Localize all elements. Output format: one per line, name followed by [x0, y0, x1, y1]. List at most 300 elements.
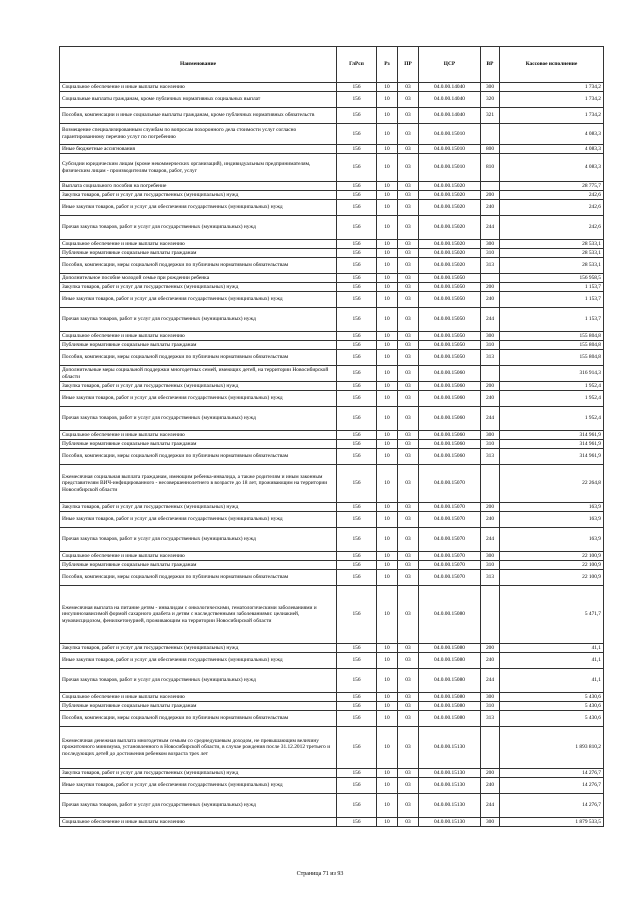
cell-csr: 04.0.00.15020	[419, 216, 481, 240]
cell-pr: 03	[398, 350, 419, 366]
cell-name: Возмещение специализированным службам по вопросам похоронного дела стоимости услуг согласно гарантированному перечню услуг по погребению	[60, 124, 337, 145]
cell-vr: 313	[481, 449, 500, 465]
table-row	[60, 124, 604, 145]
cell-pr: 03	[398, 669, 419, 693]
cell-vr: 313	[481, 350, 500, 366]
cell-pr: 03	[398, 586, 419, 644]
cell-glrsp: 156	[337, 653, 377, 669]
cell-rz: 10	[377, 154, 398, 182]
table-row	[60, 83, 604, 92]
cell-csr: 04.0.00.15070	[419, 528, 481, 552]
cell-amount: 314 961,9	[500, 431, 604, 440]
table-row	[60, 154, 604, 182]
header-amount: Кассовое исполнение	[500, 47, 604, 83]
cell-csr: 04.0.00.15010	[419, 145, 481, 154]
cell-amount: 156 958,5	[500, 274, 604, 283]
cell-amount: 1 893 810,2	[500, 727, 604, 769]
cell-amount: 14 276,7	[500, 794, 604, 818]
cell-rz: 10	[377, 449, 398, 465]
cell-name: Прочая закупка товаров, работ и услуг для государственных (муниципальных) нужд	[60, 794, 337, 818]
cell-name: Пособия, компенсации, меры социальной поддержки по публичным нормативным обязательствам	[60, 711, 337, 727]
cell-vr: 240	[481, 778, 500, 794]
cell-name: Пособия, компенсации, меры социальной поддержки по публичным нормативным обязательствам	[60, 449, 337, 465]
cell-glrsp: 156	[337, 191, 377, 200]
cell-amount: 163,9	[500, 512, 604, 528]
cell-vr: 244	[481, 216, 500, 240]
cell-pr: 03	[398, 653, 419, 669]
cell-rz: 10	[377, 83, 398, 92]
cell-pr: 03	[398, 391, 419, 407]
cell-name: Публичные нормативные социальные выплаты гражданам	[60, 702, 337, 711]
cell-pr: 03	[398, 693, 419, 702]
cell-rz: 10	[377, 769, 398, 778]
cell-name: Закупка товаров, работ и услуг для государственных (муниципальных) нужд	[60, 644, 337, 653]
cell-amount: 5 471,7	[500, 586, 604, 644]
cell-vr: 244	[481, 669, 500, 693]
cell-vr: 200	[481, 283, 500, 292]
cell-amount: 28 775,7	[500, 182, 604, 191]
cell-amount: 14 276,7	[500, 769, 604, 778]
cell-pr: 03	[398, 83, 419, 92]
cell-glrsp: 156	[337, 794, 377, 818]
cell-vr: 310	[481, 702, 500, 711]
table-row	[60, 308, 604, 332]
cell-name: Ежемесячная выплата на питание детям - инвалидам с онкологическими, гематологическими заболеваниями и инсулинозависимой формой сахарного диабета и детям с наследственными заболеваниями: целиакией, муковисцидозом, фенилкетонурией, проживающим на территории Новосибирской области	[60, 586, 337, 644]
cell-csr: 04.0.00.15020	[419, 240, 481, 249]
cell-glrsp: 156	[337, 552, 377, 561]
cell-glrsp: 156	[337, 778, 377, 794]
cell-amount: 163,9	[500, 528, 604, 552]
table-row	[60, 561, 604, 570]
table-row	[60, 108, 604, 124]
cell-glrsp: 156	[337, 182, 377, 191]
cell-pr: 03	[398, 258, 419, 274]
cell-rz: 10	[377, 552, 398, 561]
cell-name: Иные закупки товаров, работ и услуг для обеспечения государственных (муниципальных) нужд	[60, 778, 337, 794]
page-number: Страница 71 из 93	[296, 871, 344, 877]
cell-amount: 22 100,9	[500, 570, 604, 586]
table-row	[60, 292, 604, 308]
cell-name: Пособия, компенсации, меры социальной поддержки по публичным нормативным обязательствам	[60, 570, 337, 586]
cell-amount: 316 914,3	[500, 366, 604, 382]
table-row	[60, 341, 604, 350]
cell-amount: 1 952,4	[500, 407, 604, 431]
cell-vr: 313	[481, 711, 500, 727]
cell-rz: 10	[377, 124, 398, 145]
cell-vr: 300	[481, 552, 500, 561]
cell-name: Дополнительное пособие молодой семье при рождении ребенка	[60, 274, 337, 283]
cell-csr: 04.0.00.15050	[419, 332, 481, 341]
cell-rz: 10	[377, 145, 398, 154]
cell-name: Социальное обеспечение и иные выплаты населению	[60, 332, 337, 341]
table-row	[60, 145, 604, 154]
budget-execution-table	[59, 46, 604, 827]
cell-csr: 04.0.00.15050	[419, 274, 481, 283]
cell-vr: 321	[481, 108, 500, 124]
cell-name: Закупка товаров, работ и услуг для государственных (муниципальных) нужд	[60, 503, 337, 512]
cell-name: Прочая закупка товаров, работ и услуг для государственных (муниципальных) нужд	[60, 528, 337, 552]
cell-amount: 41,1	[500, 653, 604, 669]
cell-rz: 10	[377, 431, 398, 440]
table-row	[60, 274, 604, 283]
cell-rz: 10	[377, 191, 398, 200]
cell-vr: 200	[481, 644, 500, 653]
cell-amount: 1 734,2	[500, 108, 604, 124]
cell-amount: 242,6	[500, 216, 604, 240]
cell-pr: 03	[398, 552, 419, 561]
cell-name: Социальное обеспечение и иные выплаты населению	[60, 240, 337, 249]
cell-pr: 03	[398, 382, 419, 391]
cell-csr: 04.0.00.15060	[419, 440, 481, 449]
cell-rz: 10	[377, 465, 398, 503]
table-row	[60, 283, 604, 292]
cell-rz: 10	[377, 778, 398, 794]
table-row	[60, 818, 604, 827]
cell-glrsp: 156	[337, 258, 377, 274]
cell-vr: 244	[481, 528, 500, 552]
cell-vr	[481, 465, 500, 503]
cell-pr: 03	[398, 366, 419, 382]
cell-vr: 310	[481, 561, 500, 570]
cell-vr: 240	[481, 391, 500, 407]
cell-rz: 10	[377, 308, 398, 332]
cell-vr: 200	[481, 769, 500, 778]
table-row	[60, 669, 604, 693]
cell-csr: 04.0.00.15080	[419, 702, 481, 711]
cell-csr: 04.0.00.15050	[419, 308, 481, 332]
cell-glrsp: 156	[337, 769, 377, 778]
cell-name: Прочая закупка товаров, работ и услуг для государственных (муниципальных) нужд	[60, 216, 337, 240]
table-row	[60, 249, 604, 258]
cell-glrsp: 156	[337, 154, 377, 182]
cell-name: Прочая закупка товаров, работ и услуг для государственных (муниципальных) нужд	[60, 308, 337, 332]
cell-glrsp: 156	[337, 503, 377, 512]
cell-csr: 04.0.00.15020	[419, 200, 481, 216]
cell-glrsp: 156	[337, 274, 377, 283]
cell-amount: 4 083,3	[500, 145, 604, 154]
cell-name: Иные бюджетные ассигнования	[60, 145, 337, 154]
cell-rz: 10	[377, 440, 398, 449]
cell-vr	[481, 727, 500, 769]
cell-glrsp: 156	[337, 83, 377, 92]
cell-vr: 300	[481, 332, 500, 341]
cell-name: Социальное обеспечение и иные выплаты населению	[60, 83, 337, 92]
cell-glrsp: 156	[337, 382, 377, 391]
cell-pr: 03	[398, 182, 419, 191]
cell-pr: 03	[398, 154, 419, 182]
cell-pr: 03	[398, 440, 419, 449]
cell-csr: 04.0.00.15060	[419, 449, 481, 465]
cell-amount: 22 264,8	[500, 465, 604, 503]
cell-vr	[481, 182, 500, 191]
cell-rz: 10	[377, 108, 398, 124]
cell-name: Закупка товаров, работ и услуг для государственных (муниципальных) нужд	[60, 191, 337, 200]
cell-name: Субсидии юридическим лицам (кроме некоммерческих организаций), индивидуальным предпринимателям, физическим лицам - производителям товаров, работ, услуг	[60, 154, 337, 182]
table-row	[60, 465, 604, 503]
cell-pr: 03	[398, 341, 419, 350]
cell-name: Публичные нормативные социальные выплаты гражданам	[60, 249, 337, 258]
cell-csr: 04.0.00.15130	[419, 818, 481, 827]
cell-rz: 10	[377, 283, 398, 292]
cell-amount: 1 879 533,5	[500, 818, 604, 827]
cell-vr: 300	[481, 83, 500, 92]
cell-glrsp: 156	[337, 240, 377, 249]
cell-amount: 242,6	[500, 191, 604, 200]
cell-name: Дополнительные меры социальной поддержки многодетных семей, имеющих детей, на территории Новосибирской области	[60, 366, 337, 382]
cell-amount: 155 804,8	[500, 341, 604, 350]
cell-glrsp: 156	[337, 200, 377, 216]
cell-rz: 10	[377, 200, 398, 216]
table-row	[60, 240, 604, 249]
header-glrsp: ГлРсп	[337, 47, 377, 83]
cell-rz: 10	[377, 274, 398, 283]
cell-vr: 244	[481, 407, 500, 431]
cell-amount: 22 100,9	[500, 561, 604, 570]
cell-vr: 320	[481, 92, 500, 108]
cell-amount: 5 430,6	[500, 702, 604, 711]
cell-csr: 04.0.00.15130	[419, 778, 481, 794]
cell-amount: 314 961,9	[500, 449, 604, 465]
cell-amount: 155 804,8	[500, 332, 604, 341]
cell-vr: 310	[481, 440, 500, 449]
cell-amount: 1 952,4	[500, 391, 604, 407]
cell-name: Прочая закупка товаров, работ и услуг для государственных (муниципальных) нужд	[60, 669, 337, 693]
cell-rz: 10	[377, 727, 398, 769]
table-row	[60, 92, 604, 108]
cell-name: Иные закупки товаров, работ и услуг для обеспечения государственных (муниципальных) нужд	[60, 200, 337, 216]
cell-rz: 10	[377, 182, 398, 191]
cell-amount: 155 804,8	[500, 350, 604, 366]
table-row	[60, 711, 604, 727]
cell-vr: 300	[481, 431, 500, 440]
cell-amount: 4 083,3	[500, 154, 604, 182]
cell-name: Социальное обеспечение и иные выплаты населению	[60, 552, 337, 561]
cell-csr: 04.0.00.15080	[419, 644, 481, 653]
cell-glrsp: 156	[337, 818, 377, 827]
table-row	[60, 191, 604, 200]
cell-name: Пособия, компенсации и иные социальные выплаты гражданам, кроме публичных нормативных обязательств	[60, 108, 337, 124]
cell-glrsp: 156	[337, 350, 377, 366]
cell-glrsp: 156	[337, 145, 377, 154]
cell-amount: 5 430,6	[500, 693, 604, 702]
cell-name: Пособия, компенсации, меры социальной поддержки по публичным нормативным обязательствам	[60, 350, 337, 366]
table-row	[60, 350, 604, 366]
cell-pr: 03	[398, 308, 419, 332]
cell-csr: 04.0.00.15080	[419, 669, 481, 693]
cell-csr: 04.0.00.14040	[419, 83, 481, 92]
cell-csr: 04.0.00.15050	[419, 341, 481, 350]
cell-pr: 03	[398, 200, 419, 216]
cell-vr: 240	[481, 512, 500, 528]
cell-glrsp: 156	[337, 407, 377, 431]
cell-pr: 03	[398, 570, 419, 586]
cell-vr: 200	[481, 382, 500, 391]
cell-vr: 244	[481, 308, 500, 332]
cell-amount: 314 961,9	[500, 440, 604, 449]
cell-amount: 1 952,4	[500, 382, 604, 391]
cell-name: Социальное обеспечение и иные выплаты населению	[60, 693, 337, 702]
table-row	[60, 366, 604, 382]
cell-rz: 10	[377, 92, 398, 108]
header-pr: ПР	[398, 47, 419, 83]
table-row	[60, 794, 604, 818]
cell-glrsp: 156	[337, 727, 377, 769]
table-row	[60, 570, 604, 586]
header-vr: ВР	[481, 47, 500, 83]
table-row	[60, 182, 604, 191]
cell-rz: 10	[377, 586, 398, 644]
cell-pr: 03	[398, 711, 419, 727]
cell-csr: 04.0.00.15060	[419, 391, 481, 407]
cell-csr: 04.0.00.15070	[419, 512, 481, 528]
cell-pr: 03	[398, 528, 419, 552]
cell-csr: 04.0.00.15020	[419, 182, 481, 191]
cell-rz: 10	[377, 391, 398, 407]
cell-glrsp: 156	[337, 669, 377, 693]
cell-glrsp: 156	[337, 528, 377, 552]
cell-amount: 28 533,1	[500, 240, 604, 249]
header-rz: Рз	[377, 47, 398, 83]
cell-amount: 242,6	[500, 200, 604, 216]
cell-csr: 04.0.00.15080	[419, 586, 481, 644]
cell-glrsp: 156	[337, 124, 377, 145]
table-row	[60, 644, 604, 653]
cell-csr: 04.0.00.15130	[419, 769, 481, 778]
cell-rz: 10	[377, 366, 398, 382]
cell-glrsp: 156	[337, 283, 377, 292]
cell-pr: 03	[398, 332, 419, 341]
table-row	[60, 382, 604, 391]
table-row	[60, 653, 604, 669]
cell-pr: 03	[398, 292, 419, 308]
cell-csr: 04.0.00.15060	[419, 407, 481, 431]
cell-glrsp: 156	[337, 561, 377, 570]
cell-rz: 10	[377, 702, 398, 711]
cell-vr: 200	[481, 503, 500, 512]
cell-name: Социальное обеспечение и иные выплаты населению	[60, 818, 337, 827]
cell-name: Прочая закупка товаров, работ и услуг для государственных (муниципальных) нужд	[60, 407, 337, 431]
cell-rz: 10	[377, 693, 398, 702]
cell-pr: 03	[398, 191, 419, 200]
cell-vr: 240	[481, 200, 500, 216]
cell-name: Иные закупки товаров, работ и услуг для обеспечения государственных (муниципальных) нужд	[60, 653, 337, 669]
cell-rz: 10	[377, 240, 398, 249]
cell-vr: 300	[481, 818, 500, 827]
cell-rz: 10	[377, 341, 398, 350]
table-row	[60, 512, 604, 528]
cell-name: Иные закупки товаров, работ и услуг для обеспечения государственных (муниципальных) нужд	[60, 391, 337, 407]
cell-rz: 10	[377, 503, 398, 512]
cell-amount: 41,1	[500, 644, 604, 653]
cell-rz: 10	[377, 570, 398, 586]
cell-vr: 310	[481, 341, 500, 350]
cell-rz: 10	[377, 818, 398, 827]
cell-vr: 800	[481, 145, 500, 154]
cell-rz: 10	[377, 258, 398, 274]
cell-name: Закупка товаров, работ и услуг для государственных (муниципальных) нужд	[60, 382, 337, 391]
cell-pr: 03	[398, 818, 419, 827]
cell-csr: 04.0.00.15060	[419, 431, 481, 440]
cell-vr: 300	[481, 240, 500, 249]
cell-pr: 03	[398, 465, 419, 503]
cell-csr: 04.0.00.15010	[419, 154, 481, 182]
cell-csr: 04.0.00.15070	[419, 503, 481, 512]
cell-pr: 03	[398, 216, 419, 240]
cell-name: Социальные выплаты гражданам, кроме публичных нормативных социальных выплат	[60, 92, 337, 108]
cell-glrsp: 156	[337, 711, 377, 727]
table-row	[60, 702, 604, 711]
cell-csr: 04.0.00.15020	[419, 249, 481, 258]
cell-csr: 04.0.00.14040	[419, 92, 481, 108]
cell-amount: 1 734,2	[500, 83, 604, 92]
cell-vr	[481, 274, 500, 283]
cell-glrsp: 156	[337, 512, 377, 528]
table-row	[60, 440, 604, 449]
cell-vr	[481, 124, 500, 145]
cell-rz: 10	[377, 350, 398, 366]
table-body	[60, 83, 604, 827]
cell-rz: 10	[377, 528, 398, 552]
table-row	[60, 586, 604, 644]
cell-csr: 04.0.00.15070	[419, 561, 481, 570]
cell-pr: 03	[398, 561, 419, 570]
cell-glrsp: 156	[337, 440, 377, 449]
cell-amount: 163,9	[500, 503, 604, 512]
table-row	[60, 431, 604, 440]
cell-glrsp: 156	[337, 465, 377, 503]
cell-rz: 10	[377, 332, 398, 341]
cell-pr: 03	[398, 769, 419, 778]
cell-pr: 03	[398, 512, 419, 528]
cell-pr: 03	[398, 449, 419, 465]
cell-csr: 04.0.00.15070	[419, 465, 481, 503]
cell-rz: 10	[377, 249, 398, 258]
table-row	[60, 449, 604, 465]
cell-glrsp: 156	[337, 108, 377, 124]
cell-glrsp: 156	[337, 431, 377, 440]
cell-glrsp: 156	[337, 249, 377, 258]
cell-csr: 04.0.00.15060	[419, 382, 481, 391]
cell-csr: 04.0.00.15070	[419, 552, 481, 561]
cell-glrsp: 156	[337, 92, 377, 108]
cell-csr: 04.0.00.15080	[419, 693, 481, 702]
table-row	[60, 391, 604, 407]
cell-csr: 04.0.00.14040	[419, 108, 481, 124]
cell-glrsp: 156	[337, 216, 377, 240]
cell-amount: 4 083,3	[500, 124, 604, 145]
cell-name: Закупка товаров, работ и услуг для государственных (муниципальных) нужд	[60, 769, 337, 778]
cell-csr: 04.0.00.15130	[419, 727, 481, 769]
cell-vr: 244	[481, 794, 500, 818]
cell-glrsp: 156	[337, 702, 377, 711]
cell-rz: 10	[377, 216, 398, 240]
cell-amount: 1 153,7	[500, 308, 604, 332]
cell-glrsp: 156	[337, 308, 377, 332]
header-csr: ЦСР	[419, 47, 481, 83]
cell-csr: 04.0.00.15130	[419, 794, 481, 818]
table-header-row	[60, 47, 604, 83]
cell-amount: 28 533,1	[500, 249, 604, 258]
cell-amount: 1 153,7	[500, 292, 604, 308]
cell-rz: 10	[377, 669, 398, 693]
cell-name: Закупка товаров, работ и услуг для государственных (муниципальных) нужд	[60, 283, 337, 292]
table-row	[60, 216, 604, 240]
cell-pr: 03	[398, 283, 419, 292]
table-row	[60, 258, 604, 274]
cell-pr: 03	[398, 108, 419, 124]
cell-vr: 313	[481, 570, 500, 586]
cell-glrsp: 156	[337, 586, 377, 644]
